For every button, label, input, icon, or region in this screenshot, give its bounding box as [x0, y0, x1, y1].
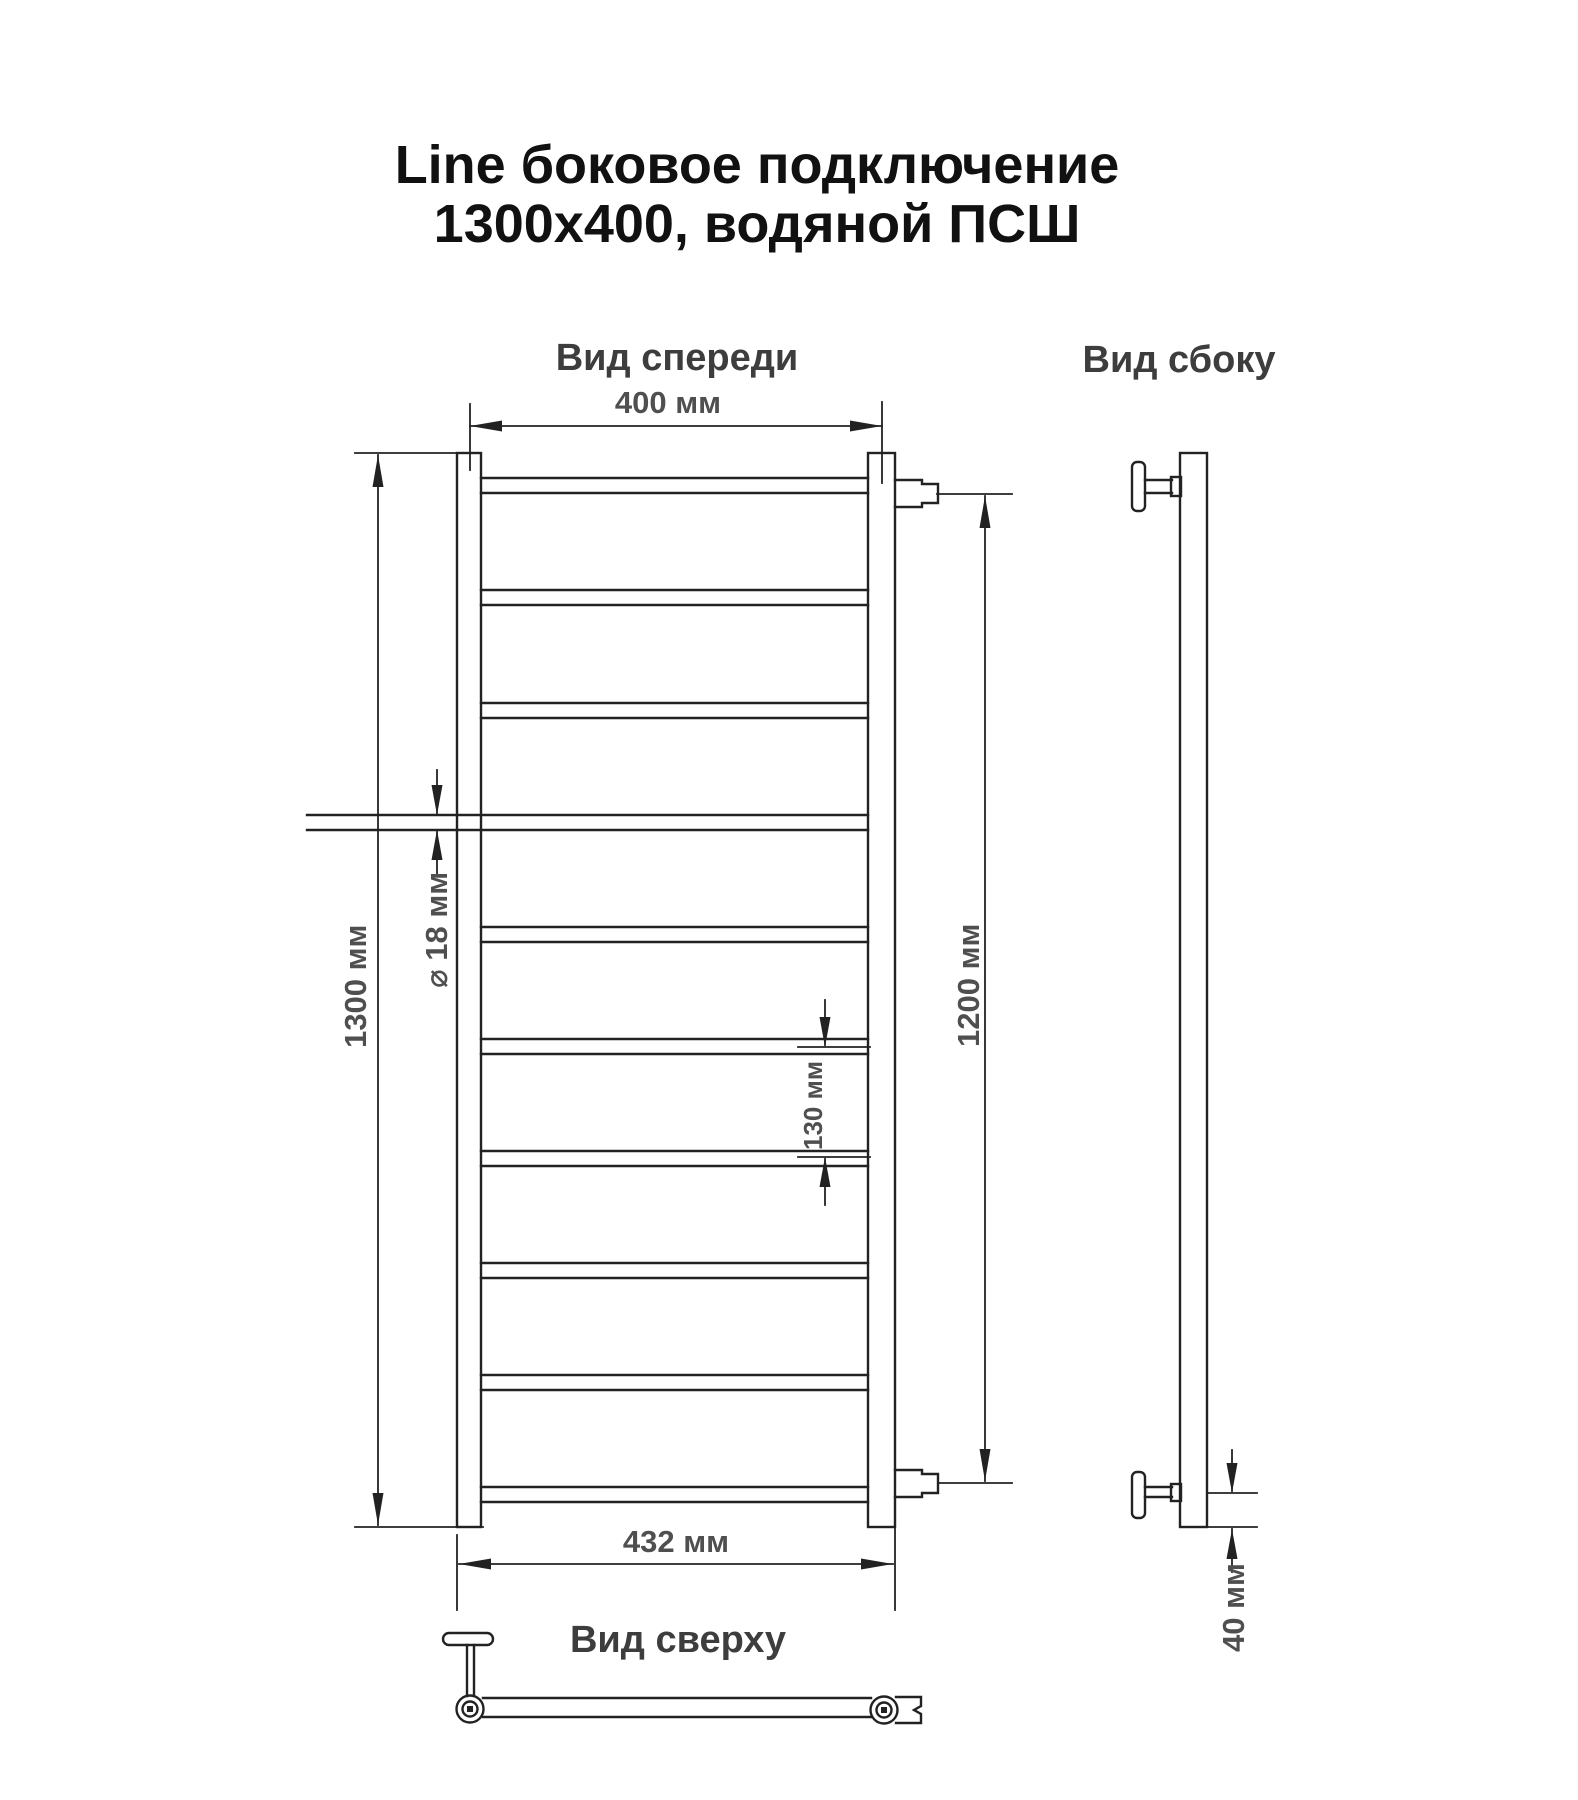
dim-label-overall-width: 432 мм [622, 1524, 730, 1559]
dim-label-connection-spacing: 1200 мм [951, 923, 986, 1047]
arrowhead-up-icon [373, 455, 384, 487]
rung [481, 703, 868, 718]
arrowhead-down-icon [432, 785, 443, 815]
left-post [457, 453, 481, 1527]
top-connection-fitting [895, 480, 938, 507]
right-end-cap-center [881, 1707, 887, 1713]
dim-label-rail-width: 400 мм [614, 385, 722, 420]
top-view-label: Вид сверху [569, 1619, 787, 1661]
arrowhead-right-icon [861, 1559, 893, 1570]
dim-tube-diameter [419, 770, 454, 988]
rung [481, 927, 868, 942]
page-title-line2: 1300x400, водяной ПСШ [433, 194, 1081, 254]
dim-label-tube-diameter: ⌀ 18 мм [419, 871, 454, 988]
wall-flange-top [443, 1633, 493, 1645]
arrowhead-down-icon [1227, 1463, 1238, 1493]
bottom-wall-bracket [1132, 1472, 1181, 1518]
arrowhead-down-icon [980, 1449, 991, 1481]
dim-overall-height [338, 453, 483, 1527]
arrowhead-left-icon [459, 1559, 491, 1570]
top-wall-bracket [1132, 462, 1181, 511]
front-view [307, 453, 938, 1527]
wall-flange [1132, 1472, 1145, 1518]
dim-rail-width [470, 385, 882, 483]
arrowhead-left-icon [470, 421, 502, 432]
arrowhead-up-icon [432, 830, 443, 860]
top-view-connection-fitting [896, 1697, 921, 1723]
arrowhead-right-icon [850, 421, 882, 432]
rung [481, 478, 868, 493]
dim-overall-width [457, 1524, 895, 1610]
dim-connection-spacing [937, 494, 1012, 1483]
front-view-label: Вид спереди [555, 337, 799, 379]
wall-flange [1132, 462, 1145, 511]
arrowhead-up-icon [980, 496, 991, 528]
arrowhead-up-icon [820, 1157, 831, 1187]
rung-with-diameter-callout [307, 815, 868, 830]
rung [481, 590, 868, 605]
side-view [1132, 453, 1257, 1652]
dim-rung-spacing [798, 1000, 870, 1205]
rung [481, 1487, 868, 1502]
arrowhead-down-icon [820, 1017, 831, 1047]
right-post [868, 453, 895, 1527]
side-view-label: Вид сбоку [1082, 339, 1276, 381]
dim-label-rung-spacing: 130 мм [798, 1060, 828, 1150]
rung [481, 1151, 868, 1166]
rung [481, 1375, 868, 1390]
dim-label-overall-height: 1300 мм [338, 924, 373, 1048]
arrowhead-down-icon [373, 1493, 384, 1525]
left-end-cap-center [467, 1706, 473, 1712]
arrowhead-up-icon [1227, 1529, 1238, 1559]
page-title-line1: Line боковое подключение [394, 135, 1120, 195]
side-profile-bar [1180, 453, 1207, 1527]
dim-bottom-offset [1207, 1450, 1257, 1652]
dim-label-bottom-offset: 40 мм [1216, 1563, 1251, 1652]
rung [481, 1263, 868, 1278]
bottom-connection-fitting [895, 1470, 938, 1497]
